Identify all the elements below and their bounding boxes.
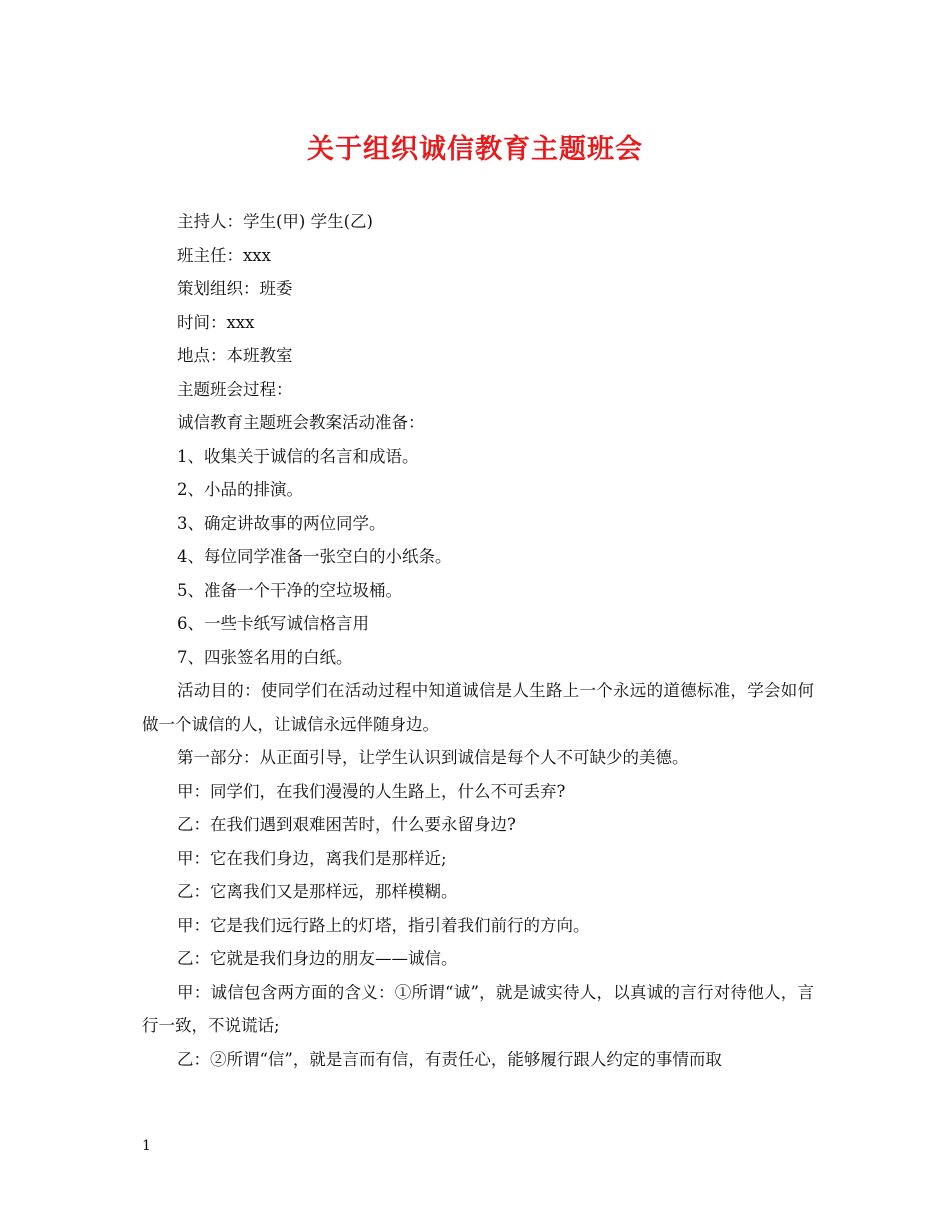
- paragraph: 5、准备一个干净的空垃圾桶。: [177, 580, 402, 600]
- paragraph: 诚信教育主题班会教案活动准备：: [177, 413, 425, 432]
- paragraph: 主持人：学生(甲) 学生(乙): [177, 212, 373, 231]
- paragraph: 甲：它是我们远行路上的灯塔，指引着我们前行的方向。: [177, 915, 590, 935]
- paragraph: 甲：同学们，在我们漫漫的人生路上，什么不可丢弃?: [177, 781, 566, 801]
- paragraph: 主题班会过程：: [177, 379, 293, 399]
- paragraph: 乙：②所谓“信”，就是言而有信，有责任心，能够履行跟人约定的事情而取: [177, 1049, 722, 1069]
- paragraph: 甲：它在我们身边，离我们是那样近;: [177, 848, 447, 868]
- paragraph: 1、收集关于诚信的名言和成语。: [177, 446, 419, 466]
- paragraph: 4、每位同学准备一张空白的小纸条。: [177, 547, 452, 566]
- paragraph: 乙：它就是我们身边的朋友——诚信。: [177, 949, 458, 968]
- paragraph: 7、四张签名用的白纸。: [177, 647, 353, 667]
- paragraph: 甲：诚信包含两方面的含义：①所谓“诚”，就是诚实待人，以真诚的言行对待他人，言行一致，不说谎话;: [142, 982, 814, 1035]
- paragraph: 3、确定讲故事的两位同学。: [177, 513, 386, 533]
- paragraph: 班主任：xxx: [177, 245, 271, 265]
- paragraph: 第一部分：从正面引导，让学生认识到诚信是每个人不可缺少的美德。: [177, 748, 689, 767]
- paragraph: 策划组织：班委: [177, 279, 293, 298]
- page-number: 1: [142, 1138, 151, 1154]
- paragraph: 地点：本班教室: [177, 346, 293, 365]
- document-title: 关于组织诚信教育主题班会: [307, 134, 643, 165]
- paragraph: 活动目的：使同学们在活动过程中知道诚信是人生路上一个永远的道德标准，学会如何做一个诚信的人，让诚信永远伴随身边。: [142, 681, 814, 734]
- paragraph: 乙：在我们遇到艰难困苦时，什么要永留身边?: [177, 815, 516, 834]
- document-body: [142, 205, 814, 1076]
- paragraph: 乙：它离我们又是那样远，那样模糊。: [177, 882, 458, 901]
- paragraph: 时间：xxx: [177, 312, 255, 332]
- paragraph: 2、小品的排演。: [177, 480, 303, 499]
- paragraph: 6、一些卡纸写诚信格言用: [177, 614, 369, 633]
